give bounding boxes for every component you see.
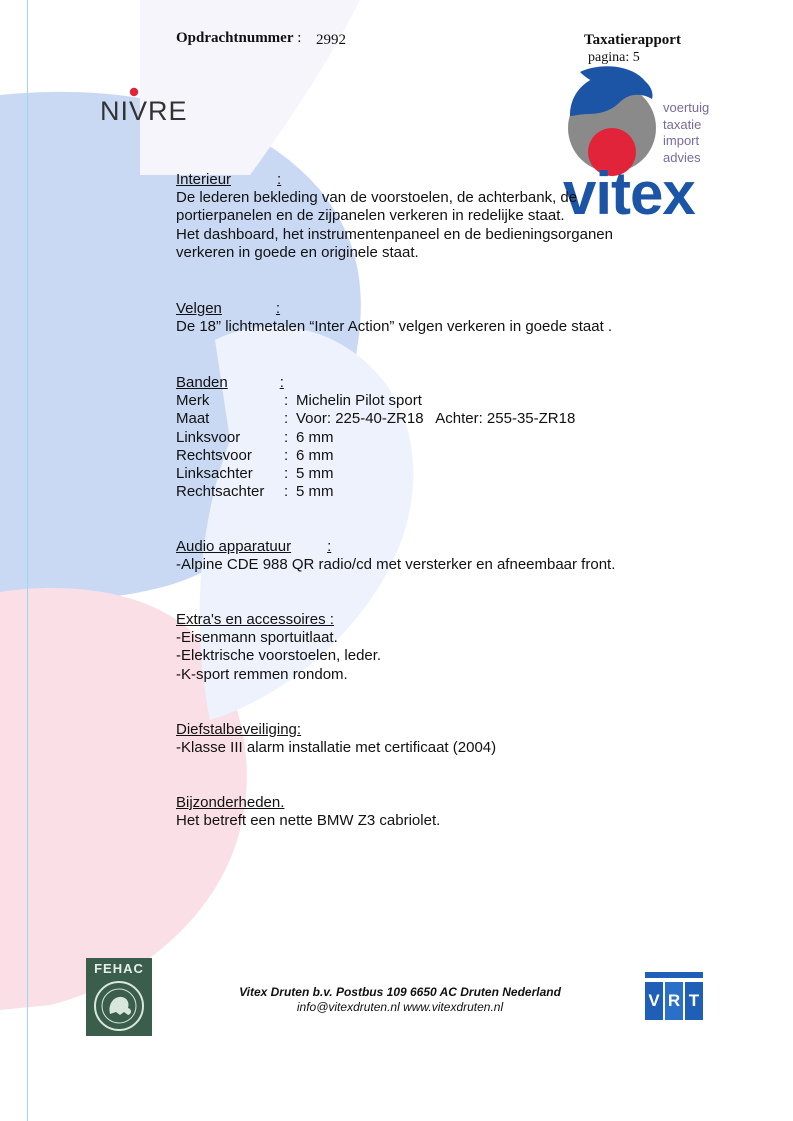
section-diefstal-title: Diefstalbeveiliging: bbox=[176, 721, 302, 738]
vrt-letter-t: T bbox=[685, 982, 703, 1020]
diefstal-line-1: -Klasse III alarm installatie met certificaat (2004) bbox=[176, 739, 497, 757]
banden-row-merk: Merk : Michelin Pilot sport bbox=[176, 392, 422, 410]
extras-line-2: -Elektrische voorstoelen, leder. bbox=[176, 647, 382, 665]
vitex-tagline-2: taxatie bbox=[663, 116, 702, 132]
order-number-value: 2992 bbox=[316, 32, 346, 48]
vrt-letter-r: R bbox=[665, 982, 683, 1020]
bijzonderheden-line-1: Het betreft een nette BMW Z3 cabriolet. bbox=[176, 812, 441, 830]
section-velgen-title: Velgen : bbox=[176, 300, 281, 317]
vrt-logo bbox=[645, 972, 703, 1020]
vitex-wordmark: vitex bbox=[563, 160, 695, 227]
banden-row-maat: Maat : Voor: 225-40-ZR18 Achter: 255-35-ZR18 bbox=[176, 410, 576, 428]
fehac-lion-seal-icon bbox=[86, 978, 152, 1036]
interieur-line-3: Het dashboard, het instrumentenpaneel en de bedieningsorganen bbox=[176, 225, 613, 243]
section-diefstal bbox=[176, 721, 496, 757]
interieur-line-2: portierpanelen en de zijpanelen verkeren in redelijke staat. bbox=[176, 207, 565, 225]
vitex-tagline bbox=[663, 100, 709, 166]
vrt-top-bar bbox=[645, 972, 703, 978]
footer-contact: info@vitexdruten.nl www.vitexdruten.nl bbox=[296, 1000, 504, 1014]
section-interieur-title: Interieur : bbox=[176, 171, 282, 188]
fehac-logo bbox=[86, 958, 152, 1036]
section-extras-title: Extra's en accessoires : bbox=[176, 611, 334, 628]
vitex-tagline-3: import bbox=[663, 133, 700, 148]
section-banden bbox=[176, 374, 575, 501]
vitex-tagline-4: advies bbox=[663, 149, 701, 165]
footer-address: Vitex Druten b.v. Postbus 109 6650 AC Druten Nederland bbox=[239, 985, 561, 999]
banden-row-rechtsvoor: Rechtsvoor : 6 mm bbox=[176, 446, 334, 464]
section-extras bbox=[176, 611, 381, 684]
left-margin-line bbox=[27, 0, 28, 1121]
report-title: Taxatierapport bbox=[584, 32, 681, 48]
interieur-line-1: De lederen bekleding van de voorstoelen, de achterbank, de bbox=[176, 189, 578, 207]
order-number-label: Opdrachtnummer : bbox=[176, 30, 302, 46]
section-audio-title: Audio apparatuur : bbox=[176, 538, 332, 555]
vitex-tagline-1: voertuig bbox=[663, 100, 710, 115]
fehac-wordmark: FEHAC bbox=[94, 961, 144, 976]
interieur-line-4: verkeren in goede en originele staat. bbox=[176, 243, 419, 261]
section-interieur bbox=[176, 171, 613, 262]
extras-line-1: -Eisenmann sportuitlaat. bbox=[176, 629, 338, 647]
audio-line-1: -Alpine CDE 988 QR radio/cd met versterker en afneembaar front. bbox=[176, 556, 616, 574]
nivre-logo bbox=[100, 86, 190, 126]
section-banden-title: Banden : bbox=[176, 374, 284, 391]
velgen-line-1: De 18” lichtmetalen “Inter Action” velgen verkeren in goede staat . bbox=[176, 318, 613, 336]
banden-row-linksvoor: Linksvoor : 6 mm bbox=[176, 428, 334, 446]
extras-line-3: -K-sport remmen rondom. bbox=[176, 665, 348, 683]
vrt-letter-v: V bbox=[645, 982, 663, 1020]
nivre-wordmark: NIVRE bbox=[100, 96, 188, 126]
section-bijzonderheden bbox=[176, 794, 440, 830]
section-velgen bbox=[176, 300, 612, 336]
section-bijzonderheden-title: Bijzonderheden. bbox=[176, 794, 285, 811]
page-number: pagina: 5 bbox=[588, 50, 640, 65]
banden-row-linksachter: Linksachter : 5 mm bbox=[176, 465, 334, 483]
banden-row-rechtsachter: Rechtsachter : 5 mm bbox=[176, 483, 334, 501]
section-audio bbox=[176, 538, 615, 574]
